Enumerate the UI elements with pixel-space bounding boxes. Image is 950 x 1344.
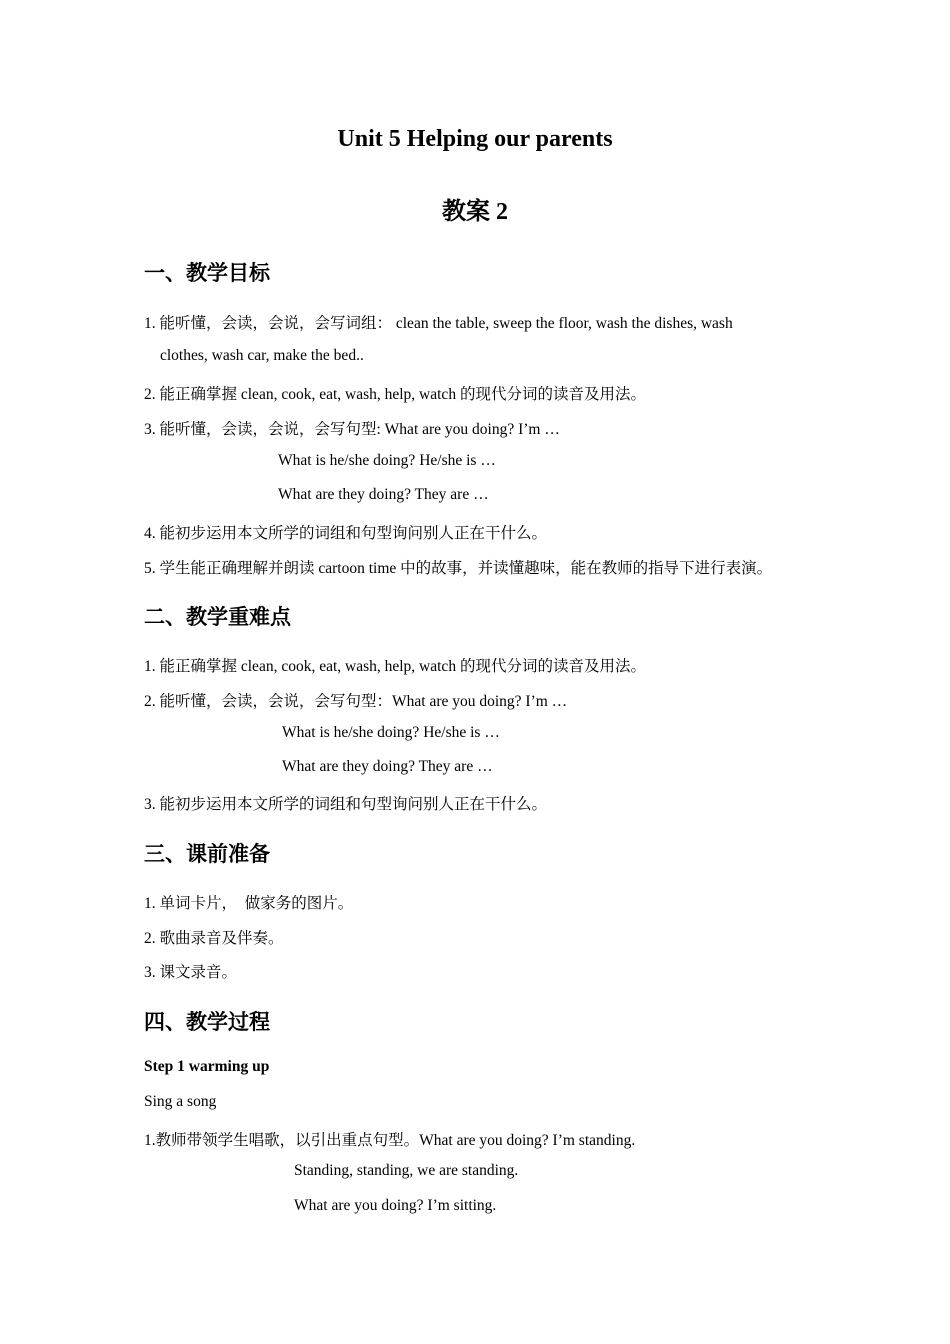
section-heading-preparation: 三、课前准备: [144, 842, 270, 866]
objective-line: clothes, wash car, make the bed..: [160, 347, 364, 364]
section-heading-process: 四、教学过程: [144, 1010, 270, 1034]
objective-line: 2. 能正确掌握 clean, cook, eat, wash, help, watch 的现代分词的读音及用法。: [144, 386, 646, 403]
key-point-line: 3. 能初步运用本文所学的词组和句型询问别人正在干什么。: [144, 796, 548, 813]
key-point-line: What is he/she doing? He/she is …: [282, 724, 500, 741]
preparation-line: 3. 课文录音。: [144, 964, 238, 981]
process-line: Sing a song: [144, 1093, 217, 1110]
key-point-line: What are they doing? They are …: [282, 758, 493, 775]
objective-line: 1. 能听懂，会读，会说，会写词组： clean the table, sweep the floor, wash the dishes, wash: [144, 315, 733, 332]
document-title: Unit 5 Helping our parents: [337, 126, 613, 152]
section-heading-key-points: 二、教学重难点: [144, 605, 291, 629]
objective-line: What is he/she doing? He/she is …: [278, 452, 496, 469]
preparation-line: 1. 单词卡片， 做家务的图片。: [144, 895, 354, 912]
objective-line: 5. 学生能正确理解并朗读 cartoon time 中的故事，并读懂趣味，能在教师的指导下进行表演。: [144, 560, 773, 577]
process-line: What are you doing? I’m sitting.: [294, 1197, 497, 1214]
objective-line: What are they doing? They are …: [278, 486, 489, 503]
step-heading: Step 1 warming up: [144, 1058, 270, 1075]
section-heading-objectives: 一、教学目标: [144, 261, 270, 285]
objective-line: 4. 能初步运用本文所学的词组和句型询问别人正在干什么。: [144, 525, 548, 542]
preparation-line: 2. 歌曲录音及伴奏。: [144, 930, 284, 947]
key-point-line: 2. 能听懂，会读，会说，会写句型：What are you doing? I’m …: [144, 693, 568, 710]
document-subtitle: 教案 2: [442, 199, 508, 225]
objective-line: 3. 能听懂，会读，会说，会写句型: What are you doing? I’m …: [144, 421, 560, 438]
process-line: 1.教师带领学生唱歌，以引出重点句型。What are you doing? I’m standing.: [144, 1132, 636, 1149]
key-point-line: 1. 能正确掌握 clean, cook, eat, wash, help, watch 的现代分词的读音及用法。: [144, 658, 646, 675]
process-line: Standing, standing, we are standing.: [294, 1162, 519, 1179]
